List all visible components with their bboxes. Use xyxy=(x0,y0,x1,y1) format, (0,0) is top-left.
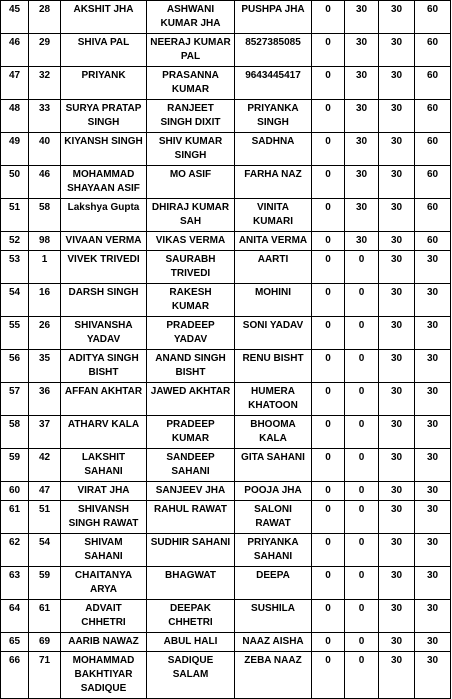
student-name-cell: LAKSHIT SAHANI xyxy=(61,449,147,482)
table-row xyxy=(1,251,451,284)
table-row xyxy=(1,501,451,534)
roll-no-cell: 26 xyxy=(29,317,61,350)
table-row xyxy=(1,1,451,34)
amount-1-cell: 0 xyxy=(312,100,345,133)
roll-no-cell: 71 xyxy=(29,652,61,699)
student-name-cell: Lakshya Gupta xyxy=(61,199,147,232)
mother-name-or-contact-cell: SADHNA xyxy=(235,133,312,166)
father-name-cell: DEEPAK CHHETRI xyxy=(147,600,235,633)
amount-1-cell: 0 xyxy=(312,600,345,633)
serial-no-cell: 63 xyxy=(1,567,29,600)
table-row xyxy=(1,383,451,416)
amount-2-cell: 0 xyxy=(345,534,379,567)
father-name-cell: NEERAJ KUMAR PAL xyxy=(147,34,235,67)
amount-1-cell: 0 xyxy=(312,1,345,34)
roll-no-cell: 42 xyxy=(29,449,61,482)
amount-2-cell: 30 xyxy=(345,1,379,34)
roll-no-cell: 28 xyxy=(29,1,61,34)
student-name-cell: VIRAT JHA xyxy=(61,482,147,501)
total-amount-cell: 30 xyxy=(415,633,451,652)
student-name-cell: KIYANSH SINGH xyxy=(61,133,147,166)
serial-no-cell: 65 xyxy=(1,633,29,652)
serial-no-cell: 57 xyxy=(1,383,29,416)
total-amount-cell: 60 xyxy=(415,67,451,100)
amount-1-cell: 0 xyxy=(312,284,345,317)
student-name-cell: DARSH SINGH xyxy=(61,284,147,317)
mother-name-or-contact-cell: BHOOMA KALA xyxy=(235,416,312,449)
serial-no-cell: 58 xyxy=(1,416,29,449)
amount-2-cell: 0 xyxy=(345,317,379,350)
student-name-cell: SHIVANSHA YADAV xyxy=(61,317,147,350)
amount-3-cell: 30 xyxy=(379,600,415,633)
father-name-cell: SUDHIR SAHANI xyxy=(147,534,235,567)
mother-name-or-contact-cell: HUMERA KHATOON xyxy=(235,383,312,416)
student-name-cell: SHIVA PAL xyxy=(61,34,147,67)
father-name-cell: ASHWANI KUMAR JHA xyxy=(147,1,235,34)
table-row xyxy=(1,232,451,251)
serial-no-cell: 66 xyxy=(1,652,29,699)
table-row xyxy=(1,166,451,199)
total-amount-cell: 30 xyxy=(415,350,451,383)
total-amount-cell: 30 xyxy=(415,567,451,600)
amount-1-cell: 0 xyxy=(312,67,345,100)
amount-2-cell: 0 xyxy=(345,416,379,449)
amount-1-cell: 0 xyxy=(312,652,345,699)
total-amount-cell: 60 xyxy=(415,1,451,34)
mother-name-or-contact-cell: NAAZ AISHA xyxy=(235,633,312,652)
amount-3-cell: 30 xyxy=(379,350,415,383)
table-row xyxy=(1,350,451,383)
student-name-cell: MOHAMMAD SHAYAAN ASIF xyxy=(61,166,147,199)
amount-2-cell: 30 xyxy=(345,232,379,251)
mother-name-or-contact-cell: GITA SAHANI xyxy=(235,449,312,482)
father-name-cell: PRADEEP YADAV xyxy=(147,317,235,350)
student-name-cell: MOHAMMAD BAKHTIYAR SADIQUE xyxy=(61,652,147,699)
roll-no-cell: 16 xyxy=(29,284,61,317)
serial-no-cell: 48 xyxy=(1,100,29,133)
father-name-cell: SHIV KUMAR SINGH xyxy=(147,133,235,166)
student-name-cell: ATHARV KALA xyxy=(61,416,147,449)
mother-name-or-contact-cell: FARHA NAZ xyxy=(235,166,312,199)
student-name-cell: SHIVANSH SINGH RAWAT xyxy=(61,501,147,534)
amount-3-cell: 30 xyxy=(379,534,415,567)
table-row xyxy=(1,482,451,501)
amount-1-cell: 0 xyxy=(312,251,345,284)
roll-no-cell: 36 xyxy=(29,383,61,416)
table-row xyxy=(1,133,451,166)
table-row xyxy=(1,317,451,350)
amount-3-cell: 30 xyxy=(379,652,415,699)
mother-name-or-contact-cell: PRIYANKA SAHANI xyxy=(235,534,312,567)
father-name-cell: ANAND SINGH BISHT xyxy=(147,350,235,383)
roll-no-cell: 61 xyxy=(29,600,61,633)
mother-name-or-contact-cell: SONI YADAV xyxy=(235,317,312,350)
roll-no-cell: 58 xyxy=(29,199,61,232)
roll-no-cell: 33 xyxy=(29,100,61,133)
amount-3-cell: 30 xyxy=(379,100,415,133)
amount-2-cell: 0 xyxy=(345,350,379,383)
amount-1-cell: 0 xyxy=(312,416,345,449)
total-amount-cell: 30 xyxy=(415,534,451,567)
father-name-cell: BHAGWAT xyxy=(147,567,235,600)
father-name-cell: JAWED AKHTAR xyxy=(147,383,235,416)
amount-2-cell: 0 xyxy=(345,251,379,284)
amount-1-cell: 0 xyxy=(312,534,345,567)
roll-no-cell: 46 xyxy=(29,166,61,199)
amount-2-cell: 0 xyxy=(345,449,379,482)
amount-1-cell: 0 xyxy=(312,317,345,350)
serial-no-cell: 59 xyxy=(1,449,29,482)
amount-3-cell: 30 xyxy=(379,166,415,199)
father-name-cell: RAHUL RAWAT xyxy=(147,501,235,534)
amount-3-cell: 30 xyxy=(379,567,415,600)
roll-no-cell: 35 xyxy=(29,350,61,383)
student-name-cell: AARIB NAWAZ xyxy=(61,633,147,652)
amount-2-cell: 0 xyxy=(345,567,379,600)
serial-no-cell: 61 xyxy=(1,501,29,534)
amount-2-cell: 0 xyxy=(345,482,379,501)
amount-2-cell: 0 xyxy=(345,501,379,534)
amount-1-cell: 0 xyxy=(312,166,345,199)
amount-2-cell: 30 xyxy=(345,199,379,232)
roll-no-cell: 29 xyxy=(29,34,61,67)
mother-name-or-contact-cell: SALONI RAWAT xyxy=(235,501,312,534)
table-row xyxy=(1,449,451,482)
mother-name-or-contact-cell: VINITA KUMARI xyxy=(235,199,312,232)
total-amount-cell: 60 xyxy=(415,34,451,67)
serial-no-cell: 52 xyxy=(1,232,29,251)
amount-2-cell: 0 xyxy=(345,652,379,699)
table-row xyxy=(1,34,451,67)
mother-name-or-contact-cell: 9643445417 xyxy=(235,67,312,100)
father-name-cell: SADIQUE SALAM xyxy=(147,652,235,699)
student-name-cell: SURYA PRATAP SINGH xyxy=(61,100,147,133)
serial-no-cell: 50 xyxy=(1,166,29,199)
amount-2-cell: 0 xyxy=(345,633,379,652)
serial-no-cell: 64 xyxy=(1,600,29,633)
amount-3-cell: 30 xyxy=(379,1,415,34)
roll-no-cell: 32 xyxy=(29,67,61,100)
father-name-cell: VIKAS VERMA xyxy=(147,232,235,251)
total-amount-cell: 30 xyxy=(415,501,451,534)
amount-3-cell: 30 xyxy=(379,199,415,232)
student-name-cell: VIVEK TRIVEDI xyxy=(61,251,147,284)
roll-no-cell: 69 xyxy=(29,633,61,652)
total-amount-cell: 30 xyxy=(415,482,451,501)
father-name-cell: PRADEEP KUMAR xyxy=(147,416,235,449)
table-body xyxy=(1,1,451,699)
mother-name-or-contact-cell: RENU BISHT xyxy=(235,350,312,383)
amount-3-cell: 30 xyxy=(379,34,415,67)
amount-1-cell: 0 xyxy=(312,232,345,251)
father-name-cell: PRASANNA KUMAR xyxy=(147,67,235,100)
amount-1-cell: 0 xyxy=(312,501,345,534)
amount-3-cell: 30 xyxy=(379,317,415,350)
amount-3-cell: 30 xyxy=(379,449,415,482)
amount-2-cell: 0 xyxy=(345,383,379,416)
amount-3-cell: 30 xyxy=(379,133,415,166)
mother-name-or-contact-cell: PUSHPA JHA xyxy=(235,1,312,34)
serial-no-cell: 62 xyxy=(1,534,29,567)
amount-1-cell: 0 xyxy=(312,449,345,482)
amount-1-cell: 0 xyxy=(312,34,345,67)
father-name-cell: MO ASIF xyxy=(147,166,235,199)
total-amount-cell: 30 xyxy=(415,383,451,416)
student-name-cell: ADITYA SINGH BISHT xyxy=(61,350,147,383)
table-row xyxy=(1,100,451,133)
amount-2-cell: 0 xyxy=(345,284,379,317)
amount-3-cell: 30 xyxy=(379,232,415,251)
serial-no-cell: 46 xyxy=(1,34,29,67)
amount-1-cell: 0 xyxy=(312,482,345,501)
roll-no-cell: 40 xyxy=(29,133,61,166)
mother-name-or-contact-cell: DEEPA xyxy=(235,567,312,600)
father-name-cell: SAURABH TRIVEDI xyxy=(147,251,235,284)
amount-3-cell: 30 xyxy=(379,67,415,100)
total-amount-cell: 30 xyxy=(415,284,451,317)
total-amount-cell: 60 xyxy=(415,166,451,199)
serial-no-cell: 55 xyxy=(1,317,29,350)
roll-no-cell: 98 xyxy=(29,232,61,251)
amount-3-cell: 30 xyxy=(379,501,415,534)
table-row xyxy=(1,600,451,633)
amount-3-cell: 30 xyxy=(379,251,415,284)
mother-name-or-contact-cell: ANITA VERMA xyxy=(235,232,312,251)
total-amount-cell: 30 xyxy=(415,600,451,633)
mother-name-or-contact-cell: MOHINI xyxy=(235,284,312,317)
serial-no-cell: 60 xyxy=(1,482,29,501)
total-amount-cell: 30 xyxy=(415,251,451,284)
father-name-cell: ABUL HALI xyxy=(147,633,235,652)
table-row xyxy=(1,416,451,449)
serial-no-cell: 54 xyxy=(1,284,29,317)
total-amount-cell: 60 xyxy=(415,100,451,133)
amount-3-cell: 30 xyxy=(379,383,415,416)
roll-no-cell: 47 xyxy=(29,482,61,501)
mother-name-or-contact-cell: AARTI xyxy=(235,251,312,284)
student-name-cell: AKSHIT JHA xyxy=(61,1,147,34)
mother-name-or-contact-cell: SUSHILA xyxy=(235,600,312,633)
mother-name-or-contact-cell: POOJA JHA xyxy=(235,482,312,501)
total-amount-cell: 30 xyxy=(415,449,451,482)
roll-no-cell: 59 xyxy=(29,567,61,600)
total-amount-cell: 60 xyxy=(415,199,451,232)
father-name-cell: DHIRAJ KUMAR SAH xyxy=(147,199,235,232)
amount-2-cell: 30 xyxy=(345,34,379,67)
student-name-cell: CHAITANYA ARYA xyxy=(61,567,147,600)
amount-2-cell: 0 xyxy=(345,600,379,633)
roll-no-cell: 1 xyxy=(29,251,61,284)
table-row xyxy=(1,199,451,232)
serial-no-cell: 45 xyxy=(1,1,29,34)
amount-2-cell: 30 xyxy=(345,166,379,199)
roll-no-cell: 51 xyxy=(29,501,61,534)
amount-3-cell: 30 xyxy=(379,416,415,449)
father-name-cell: SANJEEV JHA xyxy=(147,482,235,501)
amount-2-cell: 30 xyxy=(345,67,379,100)
table-row xyxy=(1,284,451,317)
roll-no-cell: 37 xyxy=(29,416,61,449)
father-name-cell: RAKESH KUMAR xyxy=(147,284,235,317)
serial-no-cell: 49 xyxy=(1,133,29,166)
roll-no-cell: 54 xyxy=(29,534,61,567)
amount-1-cell: 0 xyxy=(312,567,345,600)
serial-no-cell: 56 xyxy=(1,350,29,383)
amount-1-cell: 0 xyxy=(312,350,345,383)
total-amount-cell: 30 xyxy=(415,317,451,350)
table-row xyxy=(1,534,451,567)
table-row xyxy=(1,567,451,600)
serial-no-cell: 47 xyxy=(1,67,29,100)
mother-name-or-contact-cell: PRIYANKA SINGH xyxy=(235,100,312,133)
amount-1-cell: 0 xyxy=(312,133,345,166)
amount-3-cell: 30 xyxy=(379,284,415,317)
total-amount-cell: 30 xyxy=(415,652,451,699)
amount-1-cell: 0 xyxy=(312,383,345,416)
student-name-cell: PRIYANK xyxy=(61,67,147,100)
student-name-cell: ADVAIT CHHETRI xyxy=(61,600,147,633)
serial-no-cell: 53 xyxy=(1,251,29,284)
mother-name-or-contact-cell: 8527385085 xyxy=(235,34,312,67)
amount-1-cell: 0 xyxy=(312,199,345,232)
student-name-cell: SHIVAM SAHANI xyxy=(61,534,147,567)
serial-no-cell: 51 xyxy=(1,199,29,232)
father-name-cell: SANDEEP SAHANI xyxy=(147,449,235,482)
amount-2-cell: 30 xyxy=(345,133,379,166)
table-row xyxy=(1,652,451,699)
total-amount-cell: 60 xyxy=(415,133,451,166)
amount-3-cell: 30 xyxy=(379,482,415,501)
table-row xyxy=(1,67,451,100)
table-row xyxy=(1,633,451,652)
amount-1-cell: 0 xyxy=(312,633,345,652)
student-name-cell: VIVAAN VERMA xyxy=(61,232,147,251)
total-amount-cell: 60 xyxy=(415,232,451,251)
mother-name-or-contact-cell: ZEBA NAAZ xyxy=(235,652,312,699)
total-amount-cell: 30 xyxy=(415,416,451,449)
amount-2-cell: 30 xyxy=(345,100,379,133)
father-name-cell: RANJEET SINGH DIXIT xyxy=(147,100,235,133)
student-name-cell: AFFAN AKHTAR xyxy=(61,383,147,416)
amount-3-cell: 30 xyxy=(379,633,415,652)
